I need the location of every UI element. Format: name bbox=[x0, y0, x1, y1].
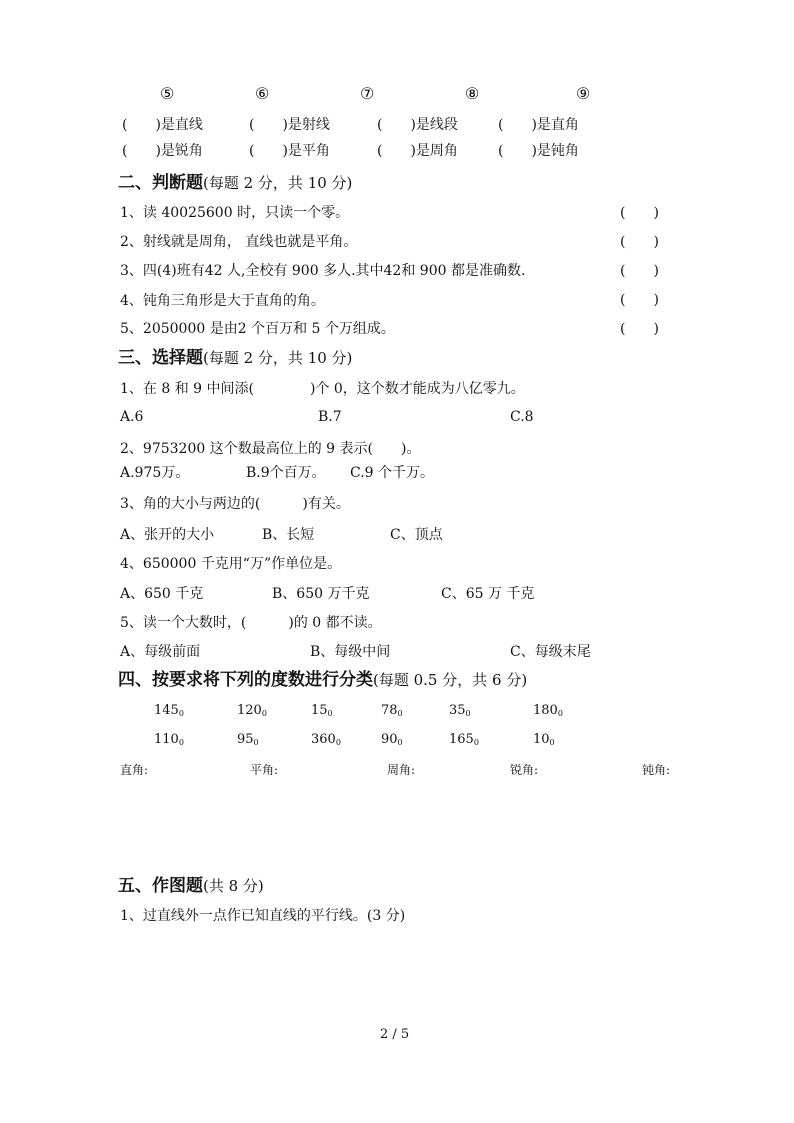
choice-q2-a[interactable]: A.975万。 bbox=[120, 465, 190, 481]
judge-item-1: 1、读 40025600 时，只读一个零。 bbox=[120, 205, 350, 221]
degree-90: $90_0$ bbox=[381, 732, 403, 747]
section3-title: 三、选择题 bbox=[118, 348, 203, 368]
choice-q1: 1、在 8 和 9 中间添( )个 0，这个数才能成为八亿零九。 bbox=[120, 381, 525, 397]
choice-q1-c[interactable]: C.8 bbox=[510, 409, 534, 425]
choice-q5: 5、读一个大数时，( )的 0 都不读。 bbox=[120, 615, 382, 631]
choice-q4: 4、650000 千克用“万”作单位是。 bbox=[120, 556, 342, 572]
section5-title: 五、作图题 bbox=[118, 876, 203, 896]
judge-blank-1[interactable]: ( ) bbox=[620, 205, 659, 221]
choice-q4-a[interactable]: A、650 千克 bbox=[120, 586, 204, 602]
degree-165: $165_0$ bbox=[449, 732, 479, 747]
section3-heading bbox=[118, 343, 352, 368]
label-right-angle: 直角: bbox=[120, 763, 149, 777]
choice-q2-b[interactable]: B.9个百万。 bbox=[246, 465, 326, 481]
fill-line: ( )是直线 bbox=[122, 117, 203, 133]
choice-q3-b[interactable]: B、长短 bbox=[262, 527, 315, 543]
choice-q2: 2、9753200 这个数最高位上的 9 表示( )。 bbox=[120, 441, 421, 457]
choice-q2-c[interactable]: C.9 个千万。 bbox=[350, 465, 435, 481]
fill-right-angle: ( )是直角 bbox=[498, 117, 579, 133]
choice-q4-b[interactable]: B、650 万千克 bbox=[272, 586, 370, 602]
label-straight-angle: 平角: bbox=[250, 763, 279, 777]
choice-q1-b[interactable]: B.7 bbox=[318, 409, 342, 425]
section2-score: (每题 2 分，共 10 分) bbox=[203, 174, 353, 192]
fill-full: ( )是周角 bbox=[377, 143, 458, 159]
page-number: 2 / 5 bbox=[380, 1027, 410, 1042]
circled-number-8: ⑧ bbox=[465, 84, 480, 103]
choice-q3-a[interactable]: A、张开的大小 bbox=[120, 527, 215, 543]
judge-item-5: 5、2050000 是由2 个百万和 5 个万组成。 bbox=[120, 321, 395, 337]
section5-heading bbox=[118, 871, 264, 896]
circled-number-9: ⑨ bbox=[576, 84, 591, 103]
choice-q3-c[interactable]: C、顶点 bbox=[390, 527, 443, 543]
degree-78: $78_0$ bbox=[381, 703, 403, 718]
section4-score: (每题 0.5 分，共 6 分) bbox=[373, 671, 528, 689]
circled-number-7: ⑦ bbox=[360, 84, 375, 103]
degree-180: $180_0$ bbox=[533, 703, 563, 718]
section4-title: 四、按要求将下列的度数进行分类 bbox=[118, 670, 373, 690]
label-acute-angle: 锐角: bbox=[510, 763, 539, 777]
section2-heading bbox=[118, 168, 352, 193]
circled-number-6: ⑥ bbox=[255, 84, 270, 103]
choice-q5-a[interactable]: A、每级前面 bbox=[120, 644, 201, 660]
degree-110: $110_0$ bbox=[154, 732, 184, 747]
label-full-angle: 周角: bbox=[387, 763, 416, 777]
degree-35: $35_0$ bbox=[449, 703, 471, 718]
fill-ray: ( )是射线 bbox=[249, 117, 330, 133]
drawing-q1: 1、过直线外一点作已知直线的平行线。(3 分) bbox=[120, 908, 406, 924]
label-obtuse-angle: 钝角: bbox=[642, 763, 671, 777]
degree-10: $10_0$ bbox=[533, 732, 555, 747]
fill-obtuse: ( )是钝角 bbox=[498, 143, 579, 159]
section4-heading bbox=[118, 665, 527, 690]
judge-blank-4[interactable]: ( ) bbox=[620, 292, 659, 308]
judge-blank-2[interactable]: ( ) bbox=[620, 234, 659, 250]
choice-q4-c[interactable]: C、65 万 千克 bbox=[441, 586, 535, 602]
section2-title: 二、判断题 bbox=[118, 173, 203, 193]
circled-number-5: ⑤ bbox=[160, 84, 175, 103]
degree-145: $145_0$ bbox=[154, 703, 184, 718]
judge-item-4: 4、钝角三角形是大于直角的角。 bbox=[120, 293, 325, 309]
judge-item-3: 3、四(4)班有42 人,全校有 900 多人.其中42和 900 都是准确数. bbox=[120, 263, 526, 279]
choice-q5-b[interactable]: B、每级中间 bbox=[310, 644, 391, 660]
fill-straight: ( )是平角 bbox=[249, 143, 330, 159]
degree-95: $95_0$ bbox=[237, 732, 259, 747]
degree-120: $120_0$ bbox=[237, 703, 267, 718]
choice-q5-c[interactable]: C、每级末尾 bbox=[510, 644, 591, 660]
fill-acute: ( )是锐角 bbox=[122, 143, 203, 159]
choice-q1-a[interactable]: A.6 bbox=[120, 409, 144, 425]
section5-score: (共 8 分) bbox=[203, 877, 264, 895]
degree-360: $360_0$ bbox=[311, 732, 341, 747]
judge-blank-3[interactable]: ( ) bbox=[620, 263, 659, 279]
fill-segment: ( )是线段 bbox=[377, 117, 458, 133]
judge-blank-5[interactable]: ( ) bbox=[620, 321, 659, 337]
section3-score: (每题 2 分，共 10 分) bbox=[203, 349, 353, 367]
degree-15: $15_0$ bbox=[311, 703, 333, 718]
choice-q3: 3、角的大小与两边的( )有关。 bbox=[120, 496, 350, 512]
judge-item-2: 2、射线就是周角， 直线也就是平角。 bbox=[120, 234, 358, 250]
